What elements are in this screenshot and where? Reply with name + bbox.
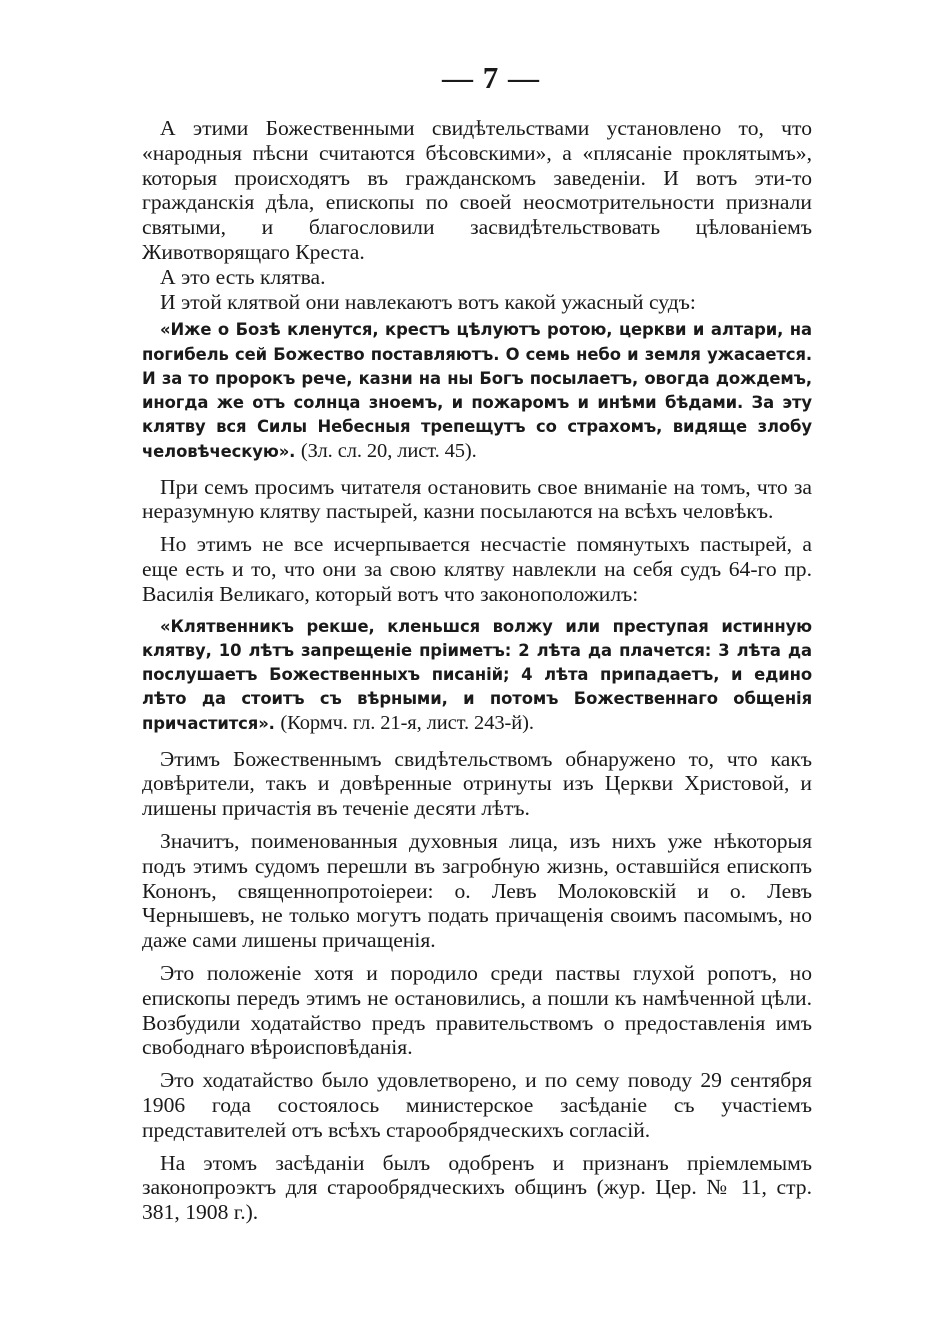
- quote-block-2: [142, 615, 812, 737]
- quote-block-1: [142, 318, 812, 464]
- quote-2-citation: (Кормч. гл. 21-я, лист. 243-й).: [280, 712, 534, 735]
- paragraph-7: Значитъ, поименованныя духовныя лица, изъ нихъ уже нѣкоторыя подъ этимъ судомъ перешли въ загробную жизнь, оставшійся епископъ Кононъ, священнопротоіереи: о. Левъ Молоковскій и о. Левъ Чернышевъ, не только могутъ подать причащенія своимъ пасомымъ, но даже сами лишены причащенія.: [142, 828, 812, 953]
- paragraph-2: А это есть клятва.: [160, 264, 326, 289]
- paragraph-6: Этимъ Божественнымъ свидѣтельствомъ обнаружено то, что какъ довѣрители, такъ и довѣренные отринуты изъ Церкви Христовой, и лишены причастія въ теченіе десяти лѣтъ.: [142, 746, 812, 821]
- document-page: [142, 58, 812, 1233]
- quote-1-text: «Иже о Бозѣ кленутся, крестъ цѣлуютъ ротою, церкви и алтари, на погибель сей Божество поставляютъ. О семь небо и земля ужасается. И за то пророкъ рече, казни на ны Богъ посылаетъ, овогда дождемъ, иногда же отъ солнца зноемъ, и пожаромъ и инѣми бѣдами. За эту клятву вся Силы Небесныя трепещутъ со страхомъ, видяще злобу человѣческую».: [142, 320, 812, 462]
- paragraph-3: И этой клятвой они навлекаютъ вотъ какой ужасный судъ:: [160, 289, 696, 314]
- paragraph-5: Но этимъ не все исчерпывается несчастіе помянутыхъ пастырей, а еще есть и то, что они за свою клятву навлекли на себя судъ 64-го пр. Василія Великаго, который вотъ что законоположилъ:: [142, 532, 812, 606]
- paragraph-9: Это ходатайство было удовлетворено, и по сему поводу 29 сентября 1906 года состоялось министерское засѣданіе съ участіемъ представителей отъ всѣхъ старообрядческихъ согласій.: [142, 1068, 812, 1142]
- paragraph-1: А этими Божественными свидѣтельствами установлено то, что «народныя пѣсни считаются бѣсовскими», а «плясаніе проклятымъ», которыя происходятъ въ гражданскомъ заведеніи. И вотъ эти-то гражданскія дѣла, епископы по своей неосмотрительности признали святыми, и благословили засвидѣтельствовать цѣлованіемъ Животворящаго Креста.: [142, 116, 812, 264]
- quote-2-text: «Клятвенникъ рекше, кленьшся волжу или преступая истинную клятву, 10 лѣтъ запрещеніе пріиметъ: 2 лѣта да плачется: 3 лѣта да послушаетъ Божественныхъ писаній; 4 лѣта припадаетъ, и едино лѣто да стоитъ съ вѣрными, и потомъ Божественнаго общенія причастится».: [142, 616, 812, 734]
- paragraph-8: Это положеніе хотя и породило среди паствы глухой ропотъ, но епископы передъ этимъ не остановились, а пошли къ намѣченной цѣли. Возбудили ходатайство предъ правительствомъ о предоставленія имъ свободнаго вѣроисповѣданія.: [142, 960, 812, 1060]
- paragraph-10: На этомъ засѣданіи былъ одобренъ и признанъ пріемлемымъ законопроэктъ для старообрядческихъ общинъ (жур. Цер. № 11, стр. 381, 1908 г.).: [142, 1150, 812, 1225]
- paragraph-4: При семъ просимъ читателя остановить свое вниманіе на томъ, что за неразумную клятву пастырей, казни посылаются на всѣхъ человѣкъ.: [142, 474, 812, 524]
- page-number: — 7 —: [442, 60, 540, 95]
- quote-1-citation: (Зл. сл. 20, лист. 45).: [300, 440, 477, 463]
